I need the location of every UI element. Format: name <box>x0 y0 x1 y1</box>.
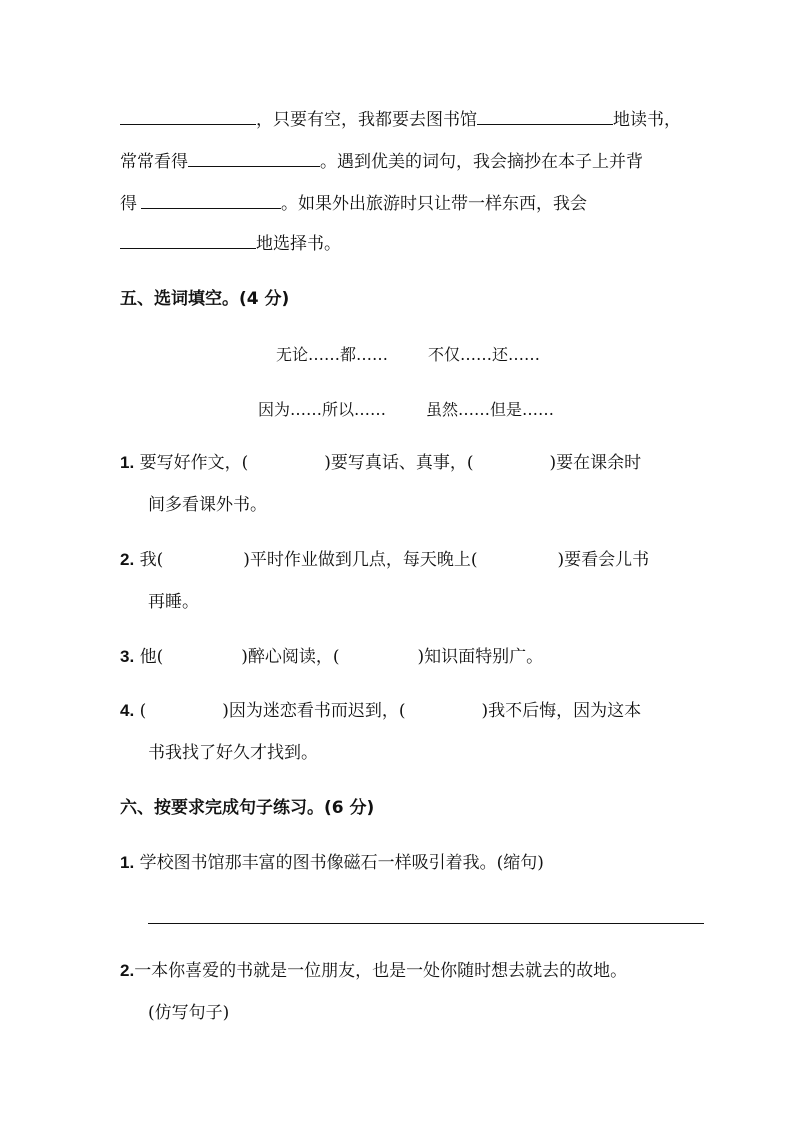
fill-blank[interactable] <box>120 108 256 125</box>
item-text: )我不后悔，因为这本 <box>481 701 642 721</box>
item-text: 我( <box>139 550 164 570</box>
item-text: )醉心阅读，( <box>241 647 340 667</box>
passage-line-1 <box>120 108 681 131</box>
question-item-1 <box>120 452 641 474</box>
item-text: 要写好作文，( <box>139 453 249 473</box>
fill-blank[interactable] <box>120 232 256 249</box>
passage-line-2 <box>120 150 643 173</box>
sentence-item-1 <box>120 852 544 874</box>
word-option: 因为……所以…… <box>258 400 387 419</box>
question-item-1-cont: 间多看课外书。 <box>148 495 267 515</box>
item-text: )要在课余时 <box>549 453 642 473</box>
item-number: 1. <box>120 853 135 872</box>
item-text: )知识面特别广。 <box>417 647 544 667</box>
item-number: 4. <box>120 701 135 720</box>
question-item-2 <box>120 549 649 571</box>
passage-text: ，只要有空，我都要去图书馆 <box>256 110 477 130</box>
word-option: 不仅……还…… <box>428 345 541 364</box>
item-text: )要写真话、真事，( <box>324 453 474 473</box>
section-6-heading: 六、按要求完成句子练习。(6 分) <box>120 798 375 818</box>
sentence-item-2 <box>120 960 627 982</box>
fill-blank[interactable] <box>141 192 281 209</box>
item-number: 2. <box>120 961 135 980</box>
fill-blank[interactable] <box>188 150 320 167</box>
answer-line[interactable] <box>148 923 704 924</box>
item-text: 他( <box>139 647 164 667</box>
item-number: 3. <box>120 647 135 666</box>
question-item-4-cont: 书我找了好久才找到。 <box>148 743 318 763</box>
item-text: )要看会儿书 <box>557 550 650 570</box>
item-text: )平时作业做到几点，每天晚上( <box>243 550 478 570</box>
passage-line-3 <box>120 192 587 215</box>
item-number: 2. <box>120 550 135 569</box>
passage-text: 。遇到优美的词句，我会摘抄在本子上并背 <box>320 152 643 172</box>
passage-line-4 <box>120 232 341 255</box>
item-text: 一本你喜爱的书就是一位朋友，也是一处你随时想去就去的故地。 <box>134 961 628 981</box>
section-5-heading: 五、选词填空。(4 分) <box>120 289 290 309</box>
fill-blank[interactable] <box>477 108 613 125</box>
item-text: ( <box>139 701 147 721</box>
word-option: 虽然……但是…… <box>426 400 555 419</box>
word-option: 无论……都…… <box>276 345 389 364</box>
question-item-3 <box>120 646 543 668</box>
sentence-item-2-note: (仿写句子) <box>148 1003 230 1023</box>
item-number: 1. <box>120 453 135 472</box>
passage-text: 地读书， <box>613 110 681 130</box>
item-text: )因为迷恋看书而迟到，( <box>222 701 406 721</box>
question-item-4 <box>120 700 641 722</box>
item-text: 学校图书馆那丰富的图书像磁石一样吸引着我。(缩句) <box>139 853 544 873</box>
passage-text: 。如果外出旅游时只让带一样东西，我会 <box>281 194 587 214</box>
passage-text: 地选择书。 <box>256 234 341 254</box>
passage-text: 得 <box>120 194 137 214</box>
passage-text: 常常看得 <box>120 152 188 172</box>
question-item-2-cont: 再睡。 <box>148 592 199 612</box>
